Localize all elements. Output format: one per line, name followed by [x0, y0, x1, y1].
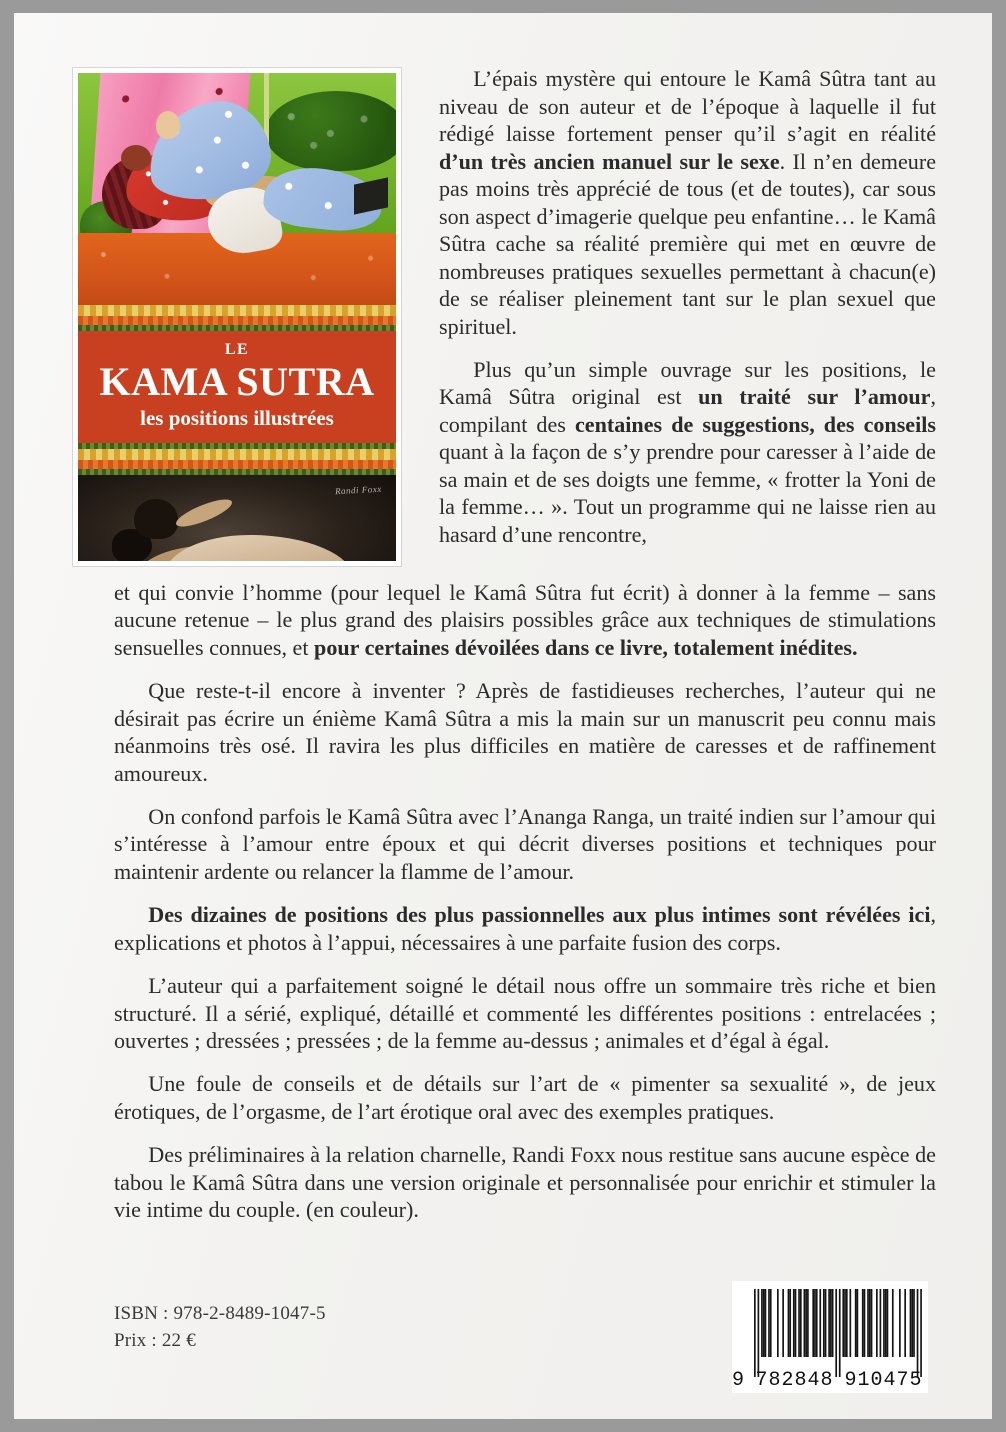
cover-band-orange-bottom — [78, 460, 396, 469]
blurb-paragraph — [114, 901, 936, 956]
blurb-text: Une foule de conseils et de détails sur l’art de « pimenter sa sexualité », de jeux érotiques, de l’orgasme, de l’art érotique oral avec des exemples pratiques. — [114, 1071, 936, 1124]
cover-photograph — [78, 475, 396, 561]
blurb-full-width — [114, 579, 936, 1224]
cover-band-yellow-bottom — [78, 449, 396, 460]
blurb-paragraph — [439, 356, 936, 549]
cover-illustration — [78, 73, 396, 305]
blurb-text: L’auteur qui a parfaitement soigné le détail nous offre un sommaire très riche et bien structuré. Il a sérié, expliqué, détaillé et commenté les différentes positions : entrelacées ; ouvertes ; dressées ; pressées ; de la femme au-dessus ; animales et d’égal à égal. — [114, 973, 936, 1053]
photo-body-upper — [164, 535, 354, 561]
blurb-paragraph — [114, 677, 936, 787]
blurb-paragraph — [114, 972, 936, 1054]
barcode-right-group: 910475 — [844, 1369, 923, 1392]
illustration-bush-right — [266, 91, 396, 171]
illustration-figure-head-upper — [156, 111, 180, 139]
barcode-left-group: 782848 — [755, 1369, 834, 1392]
cover-subtitle: les positions illustrées — [140, 405, 334, 430]
blurb-column-right — [439, 65, 936, 548]
book-back-cover-page — [14, 13, 992, 1419]
blurb-emphasis: centaines de suggestions, des conseils — [574, 411, 936, 437]
ean13-barcode — [732, 1281, 928, 1393]
blurb-paragraph — [439, 65, 936, 340]
blurb-paragraph — [114, 1141, 936, 1223]
book-cover-thumbnail — [73, 68, 401, 566]
price-text: Prix : 22 € — [114, 1329, 196, 1351]
cover-title: KAMA SUTRA — [99, 358, 375, 404]
isbn-text: ISBN : 978-2-8489-1047-5 — [114, 1303, 326, 1324]
barcode-lead-digit: 9 — [732, 1369, 746, 1392]
photo-signature: Randi Foxx — [335, 483, 383, 497]
blurb-text: On confond parfois le Kamâ Sûtra avec l’Ananga Ranga, un traité indien sur l’amour qui s’intéresse à l’amour entre époux et qui décrit diverses positions et techniques pour maintenir ardente ou relancer la flamme de l’amour. — [114, 803, 936, 884]
page-surface — [14, 13, 992, 1419]
blurb-text: Que reste-t-il encore à inventer ? Après de fastidieuses recherches, l’auteur qui ne désirait pas écrire un énième Kamâ Sûtra a mis la main sur un manuscrit peu connu mais néanmoins très osé. Il ravira les plus difficiles en matière de caresses et de raffinement amoureux. — [114, 678, 936, 786]
blurb-text: Des préliminaires à la relation charnelle, Randi Foxx nous restitue sans aucune espèce de tabou le Kamâ Sûtra dans une version originale et personnalisée pour enrichir et stimuler la vie intime du couple. (en couleur). — [114, 1142, 936, 1223]
isbn-block — [114, 1301, 326, 1355]
blurb-paragraph — [114, 803, 936, 885]
blurb-text: quant à la façon de s’y prendre pour caresser à l’aide de sa main et de ses doigts une femme, « frotter la Yoni de la femme… ». Tout un programme qui ne laisse rien au hasard d’une rencontre, — [439, 439, 936, 547]
blurb-paragraph — [114, 579, 936, 661]
cover-band-green-top — [78, 325, 396, 331]
cover-band-orange-top — [78, 316, 396, 325]
cover-title-band — [78, 331, 396, 443]
blurb-emphasis: un traité sur l’amour — [698, 384, 931, 410]
photo-arm — [173, 494, 235, 531]
blurb-text: Plus qu’un simple ouvrage sur les positions, le Kamâ Sûtra original est — [439, 356, 936, 410]
blurb-emphasis: pour certaines dévoilées dans ce livre, totalement inédites. — [314, 634, 858, 660]
blurb-text: , compilant des — [439, 384, 936, 437]
blurb-text: L’épais mystère qui entoure le Kamâ Sûtra tant au niveau de son auteur et de l’époque à laquelle il fut rédigé laisse fortement penser qu’il s’agit en réalité — [439, 66, 936, 146]
blurb-emphasis: d’un très ancien manuel sur le sexe — [439, 148, 780, 174]
blurb-text: , explications et photos à l’appui, nécessaires à une parfaite fusion des corps. — [114, 902, 936, 955]
blurb-emphasis: Des dizaines de positions des plus passionnelles aux plus intimes sont révélées ici — [148, 902, 931, 928]
illustration-figure-head-lower — [121, 145, 151, 171]
cover-stack — [78, 73, 396, 561]
blurb-text: et qui convie l’homme (pour lequel le Kamâ Sûtra fut écrit) à donner à la femme – sans aucune retenue – le plus grand des plaisirs possibles grâce aux techniques de stimulations sensuelles connues, et — [114, 580, 936, 660]
blurb-text: . Il n’en demeure pas moins très apprécié de tous (et de toutes), car sous son aspect d’imagerie quelque peu enfantine… le Kamâ Sûtra cache sa réalité première qui met en œuvre de nombreuses pratiques sexuelles permettant à chacun(e) de se réaliser pleinement tant sur le plan sexuel que spirituel. — [439, 148, 936, 339]
cover-band-yellow-top — [78, 305, 396, 316]
cover-le-label: LE — [224, 341, 250, 358]
blurb-paragraph — [114, 1070, 936, 1125]
barcode-digits — [732, 1369, 928, 1392]
photo-head-upper — [134, 499, 178, 539]
